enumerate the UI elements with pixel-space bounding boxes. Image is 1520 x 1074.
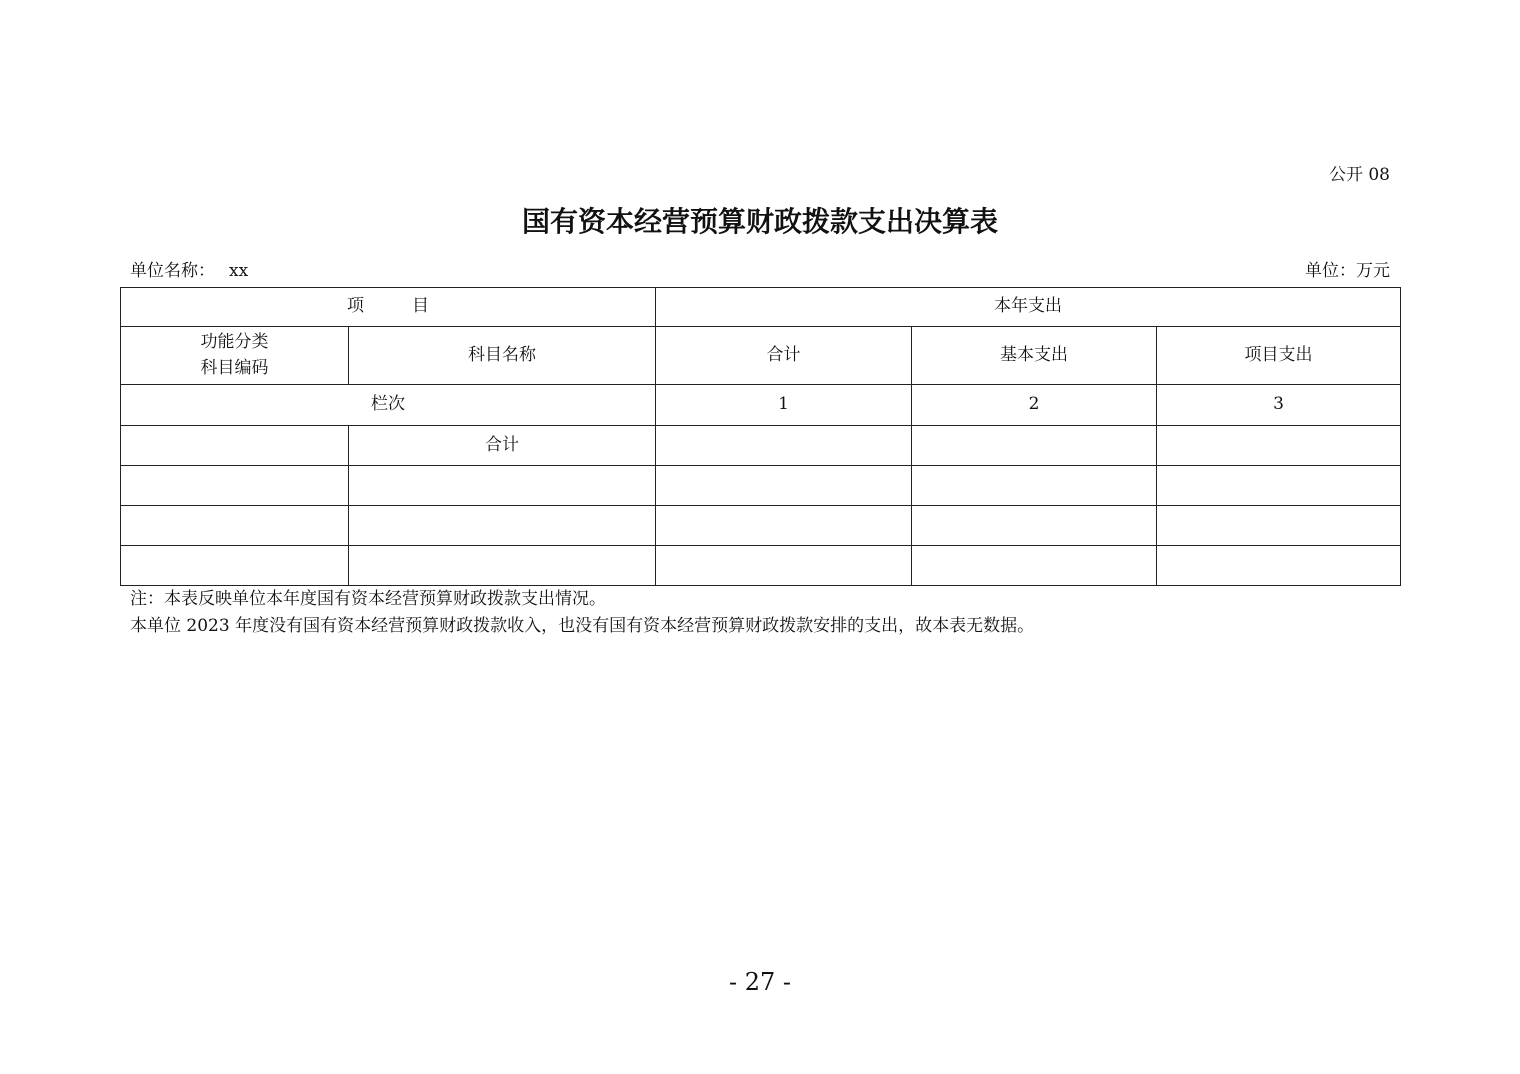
note-line-2: 本单位 2023 年度没有国有资本经营预算财政拨款收入，也没有国有资本经营预算财政拨款安排的支出，故本表无数据。 (130, 616, 1035, 636)
document-code: 公开 08 (1328, 165, 1390, 185)
index-3: 3 (1157, 385, 1401, 426)
table-cell (121, 466, 349, 506)
note-line-1: 注：本表反映单位本年度国有资本经营预算财政拨款支出情况。 (130, 589, 606, 609)
table-row (121, 546, 1401, 586)
table-cell (349, 466, 656, 506)
expense-table (120, 287, 1401, 586)
table-cell (656, 426, 912, 466)
table-cell (912, 506, 1157, 546)
table-row (121, 466, 1401, 506)
index-2: 2 (912, 385, 1157, 426)
page-number: - 27 - (728, 968, 791, 996)
notes (130, 586, 1390, 640)
table-cell (912, 426, 1157, 466)
table-cell (349, 546, 656, 586)
header-item-part1: 项 (347, 296, 364, 317)
table-cell (1157, 466, 1401, 506)
total-row-label: 合计 (349, 426, 656, 466)
col-code-line2: 科目编码 (200, 357, 269, 378)
unit-name-value: xx (229, 261, 249, 281)
meta-row (130, 256, 1390, 280)
index-1: 1 (656, 385, 912, 426)
table-cell (1157, 426, 1401, 466)
header-item-part2: 目 (412, 296, 429, 317)
table-cell (1157, 506, 1401, 546)
header-item (121, 288, 656, 327)
table-cell (656, 506, 912, 546)
table-index-row (121, 385, 1401, 426)
unit-name-label: 单位名称： (130, 261, 215, 281)
col-project-header: 项目支出 (1157, 327, 1401, 385)
table-cell (656, 546, 912, 586)
col-name-header: 科目名称 (349, 327, 656, 385)
col-basic-header: 基本支出 (912, 327, 1157, 385)
table-cell (121, 426, 349, 466)
table-cell (656, 466, 912, 506)
col-total-header: 合计 (656, 327, 912, 385)
unit-of-measure: 单位：万元 (1305, 261, 1390, 281)
table-row (121, 506, 1401, 546)
table-cell (349, 506, 656, 546)
table-cell (1157, 546, 1401, 586)
col-code-header (121, 327, 349, 385)
table-row (121, 426, 1401, 466)
table-cell (912, 466, 1157, 506)
header-expense: 本年支出 (656, 288, 1401, 327)
table-header-row-2 (121, 327, 1401, 385)
row-index-label: 栏次 (121, 385, 656, 426)
table-cell (121, 546, 349, 586)
table-cell (121, 506, 349, 546)
unit-name (130, 256, 248, 281)
table-cell (912, 546, 1157, 586)
table-header-row-1 (121, 288, 1401, 327)
page-title: 国有资本经营预算财政拨款支出决算表 (521, 205, 998, 238)
col-code-line1: 功能分类 (200, 332, 269, 352)
